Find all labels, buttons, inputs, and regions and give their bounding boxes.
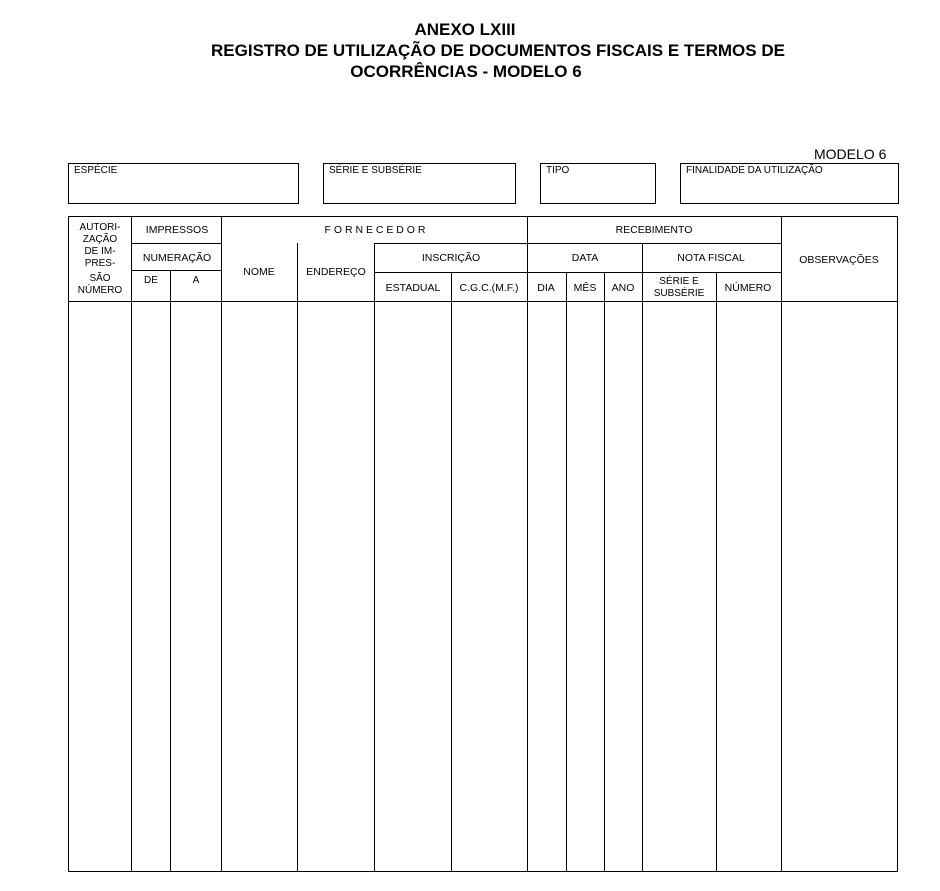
finalidade-label: FINALIDADE DA UTILIZAÇÃO xyxy=(686,165,823,176)
numeracao-header: NUMERAÇÃO xyxy=(142,252,212,264)
serie-subserie-header-line: SÉRIE E xyxy=(659,276,699,287)
form-title-line-1: REGISTRO DE UTILIZAÇÃO DE DOCUMENTOS FISCAIS E TERMOS DE xyxy=(211,41,785,60)
autorizacao-line: NÚMERO xyxy=(77,285,123,296)
dia-header: DIA xyxy=(537,282,555,294)
entries-area[interactable] xyxy=(69,302,897,871)
observacoes-header: OBSERVAÇÕES xyxy=(799,254,879,266)
autorizacao-line: SÃO xyxy=(89,273,111,284)
tipo-label: TIPO xyxy=(546,165,570,176)
inscricao-header: INSCRIÇÃO xyxy=(421,252,481,264)
form-title-line-2: OCORRÊNCIAS - MODELO 6 xyxy=(350,62,582,81)
data-header: DATA xyxy=(571,252,599,264)
impressos-header: IMPRESSOS xyxy=(145,224,209,236)
autorizacao-line: AUTORI- xyxy=(79,222,121,233)
numero-header: NÚMERO xyxy=(724,282,772,294)
serie-subserie-header-line: SUBSÉRIE xyxy=(653,288,705,299)
mes-header: MÊS xyxy=(573,282,597,294)
autorizacao-line: ZAÇÃO xyxy=(82,234,118,245)
nome-header: NOME xyxy=(243,266,275,278)
fornecedor-header: F O R N E C E D O R xyxy=(324,224,426,236)
autorizacao-line: PRES- xyxy=(84,258,116,269)
recebimento-header: RECEBIMENTO xyxy=(615,224,693,236)
model-label: MODELO 6 xyxy=(814,146,887,162)
serie-subserie-label: SÉRIE E SUBSÉRIE xyxy=(329,165,422,176)
autorizacao-header xyxy=(78,222,123,296)
nota-fiscal-header: NOTA FISCAL xyxy=(677,252,745,264)
estadual-header: ESTADUAL xyxy=(385,282,441,294)
especie-label: ESPÉCIE xyxy=(74,165,118,176)
annex-title: ANEXO LXIII xyxy=(414,20,516,39)
cgc-header: C.G.C.(M.F.) xyxy=(459,282,519,294)
de-header: DE xyxy=(144,275,158,286)
endereco-header: ENDEREÇO xyxy=(306,266,366,278)
ano-header: ANO xyxy=(611,282,635,294)
a-header: A xyxy=(192,275,200,286)
autorizacao-line: DE IM- xyxy=(84,246,116,257)
